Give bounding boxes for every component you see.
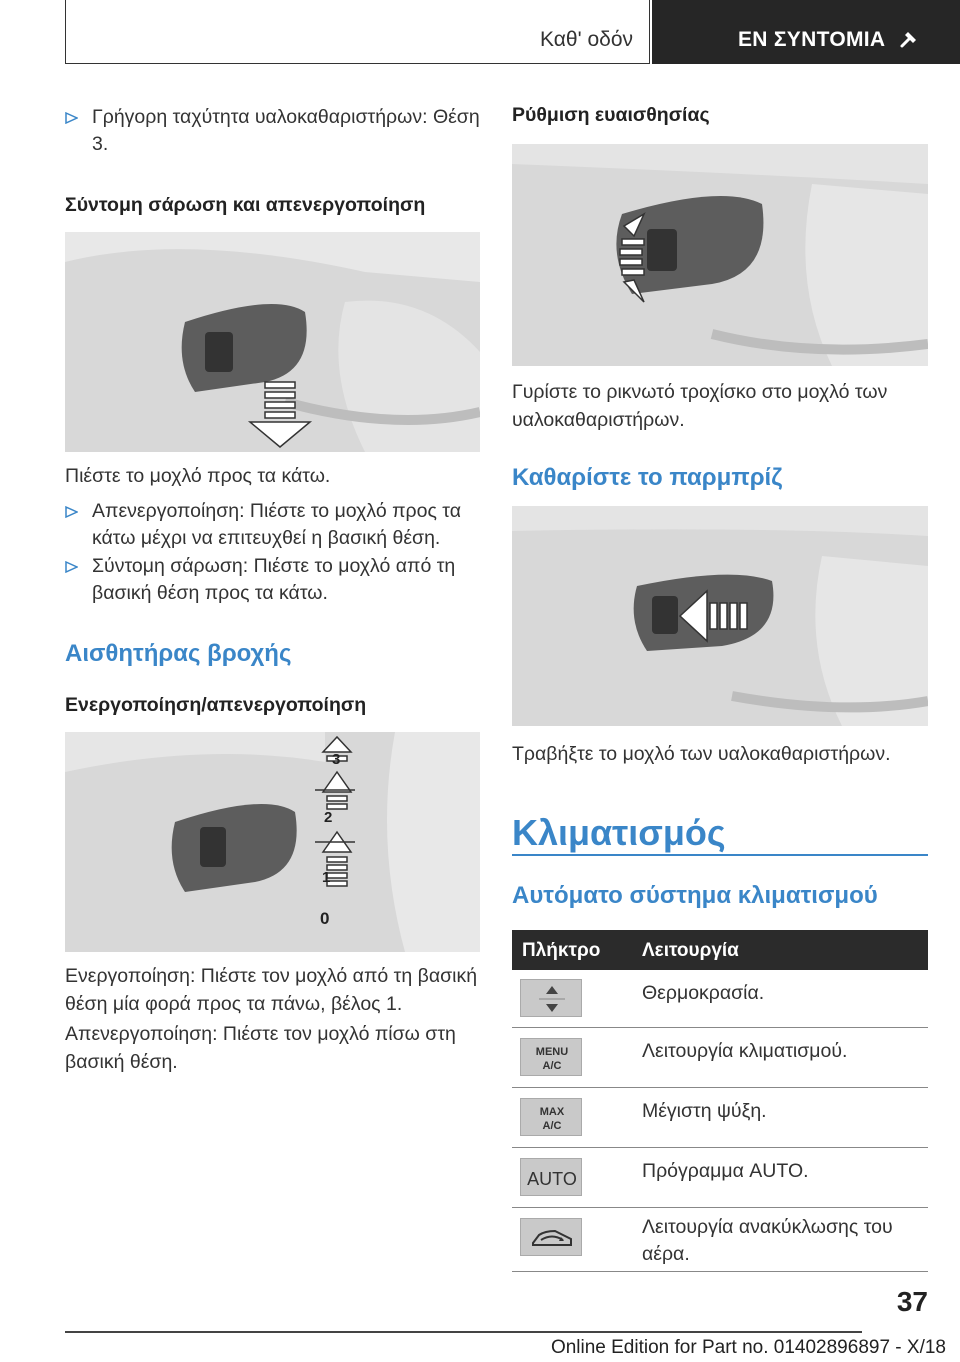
table-row (512, 1148, 928, 1208)
wrench-hammer-icon (898, 28, 920, 50)
table-header-function: Λειτουργία (642, 940, 739, 961)
chapter-tab-label: ΕΝ ΣΥΝΤΟΜΙΑ (738, 28, 886, 51)
text-press-down: Πιέστε το μοχλό προς τα κάτω. (65, 465, 331, 487)
menu-ac-button (520, 1038, 582, 1076)
table-header (512, 930, 928, 970)
max-ac-button-label: MAX A/C (539, 1106, 565, 1132)
bullet-triangle-icon (65, 112, 78, 124)
text-activate: Ενεργοποίηση: Πιέστε τον μοχλό από τη βασική θέση μία φορά προς τα πάνω, βέλος 1. (65, 965, 478, 1015)
bullet-triangle-icon (65, 506, 78, 518)
footer-rule (65, 1331, 862, 1333)
heading-short-wipe: Σύντομη σάρωση και απενεργοποίηση (65, 194, 426, 216)
max-ac-button (520, 1098, 582, 1136)
lever-label-2: 2 (324, 809, 333, 826)
section-tab (65, 0, 650, 64)
text-pull-lever: Τραβήξτε το μοχλό των υαλοκαθαριστήρων. (512, 743, 891, 765)
heading-auto-climate: Αυτόματο σύστημα κλιματισμού (512, 882, 878, 909)
heading-on-off: Ενεργοποίηση/απενεργοποίηση (65, 694, 367, 716)
bullet-deactivate: Απενεργοποίηση: Πιέστε το μοχλό προς τα κάτω μέχρι να επιτευχθεί η βασική θέση. (65, 498, 480, 552)
recirculation-icon (520, 1218, 582, 1256)
bullet-triangle-icon (65, 561, 78, 573)
heading-rain-sensor: Αισθητήρας βροχής (65, 640, 292, 667)
auto-button (520, 1158, 582, 1196)
heading-climate: Κλιματισμός (512, 812, 726, 853)
text-deactivate: Απενεργοποίηση: Πιέστε τον μοχλό πίσω στη βασική θέση. (65, 1023, 456, 1073)
page-number: 37 (896, 1286, 928, 1317)
illustration-lever-positions (65, 732, 480, 952)
function-auto: Πρόγραμμα AUTO. (642, 1160, 809, 1182)
temp-up-down-icon (520, 979, 582, 1017)
lever-label-1: 1 (322, 869, 331, 886)
function-temperature: Θερμοκρασία. (642, 982, 765, 1004)
menu-ac-button-label: MENU A/C (535, 1046, 569, 1072)
table-row (512, 1028, 928, 1088)
illustration-pull-lever (512, 506, 928, 726)
auto-button-label: AUTO (527, 1169, 577, 1189)
bullet-short-wipe: Σύντομη σάρωση: Πιέστε το μοχλό από τη βασική θέση προς τα κάτω. (65, 553, 480, 607)
illustration-thumbwheel (512, 144, 928, 366)
bullet-fast-speed: Γρήγορη ταχύτητα υαλοκαθαριστήρων: Θέση 3. (65, 104, 480, 158)
heading-clean-windscreen: Καθαρίστε το παρμπρίζ (512, 464, 783, 491)
table-row (512, 1208, 928, 1272)
edition-info: Online Edition for Part no. 01402896897 - X/18 (550, 1337, 946, 1358)
heading-sensitivity: Ρύθμιση ευαισθησίας (512, 104, 710, 126)
function-recirculation: Λειτουργία ανακύκλωσης του αέρα. (642, 1216, 893, 1265)
lever-label-0: 0 (320, 909, 330, 928)
illustration-lever-down (65, 232, 480, 452)
table-header-key: Πλήκτρο (522, 940, 601, 961)
function-max-cooling: Μέγιστη ψύξη. (642, 1100, 767, 1122)
table-row (512, 970, 928, 1028)
lever-label-3: 3 (332, 751, 341, 768)
table-row (512, 1088, 928, 1148)
heading-rule (512, 854, 928, 856)
function-ac: Λειτουργία κλιματισμού. (642, 1040, 848, 1062)
section-tab-label: Καθ' οδόν (540, 28, 633, 51)
text-turn-wheel: Γυρίστε το ρικνωτό τροχίσκο στο μοχλό των υαλοκαθαριστήρων. (512, 381, 888, 431)
chapter-tab (652, 0, 960, 64)
